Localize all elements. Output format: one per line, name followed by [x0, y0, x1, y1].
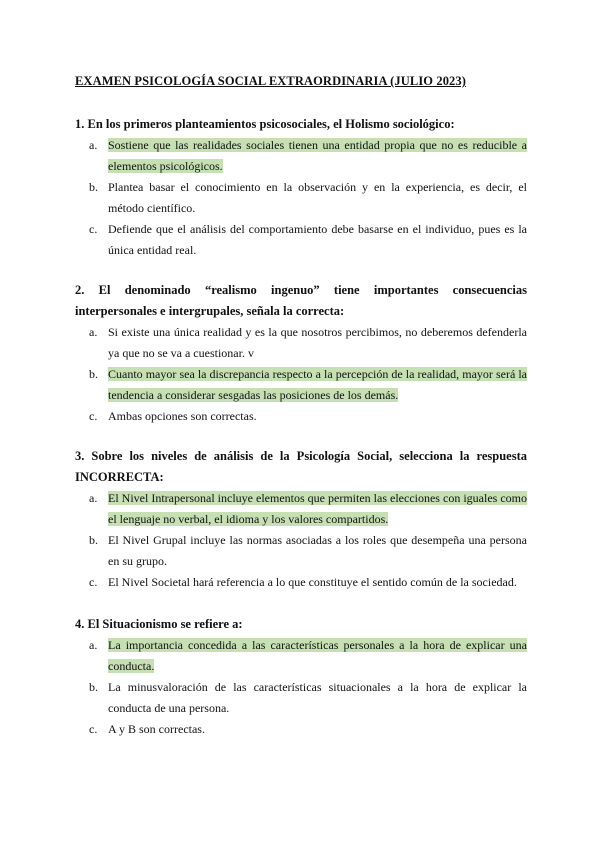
option-letter: c.	[89, 409, 98, 423]
option-letter: a.	[89, 638, 98, 652]
option-b	[75, 364, 527, 406]
exam-title: EXAMEN PSICOLOGÍA SOCIAL EXTRAORDINARIA (JULIO 2023)	[75, 74, 467, 88]
question-text: 3. Sobre los niveles de análisis de la Psicología Social, selecciona la respuesta INCORRECTA:	[75, 449, 527, 484]
option-letter: a.	[89, 491, 98, 505]
option-c	[75, 219, 527, 261]
option-text-highlighted: La importancia concedida a las características personales a la hora de explicar una conducta.	[108, 638, 527, 673]
option-text: Ambas opciones son correctas.	[108, 409, 257, 423]
option-text: El Nivel Societal hará referencia a lo que constituye el sentido común de la sociedad.	[108, 575, 517, 589]
question-text: 1. En los primeros planteamientos psicosociales, el Holismo sociológico:	[75, 117, 455, 131]
option-b	[75, 677, 527, 719]
option-letter: c.	[89, 222, 98, 236]
question-text: 2. El denominado “realismo ingenuo” tiene importantes consecuencias interpersonales e intergrupales, señala la correcta:	[75, 283, 527, 318]
option-text-highlighted: Cuanto mayor sea la discrepancia respecto a la percepción de la realidad, mayor será la tendencia a considerar sesgadas las posiciones de los demás.	[108, 367, 527, 402]
option-letter: b.	[89, 180, 98, 194]
question-text: 4. El Situacionismo se refiere a:	[75, 617, 243, 631]
option-letter: b.	[89, 367, 98, 381]
option-a	[75, 322, 527, 364]
question-4	[75, 614, 527, 740]
option-text: La minusvaloración de las características situacionales a la hora de explicar la conducta de una persona.	[108, 680, 527, 715]
option-letter: a.	[89, 325, 98, 339]
option-a	[75, 488, 527, 530]
option-c	[75, 719, 527, 740]
option-text: Plantea basar el conocimiento en la observación y en la experiencia, es decir, el método científico.	[108, 180, 527, 215]
option-letter: c.	[89, 722, 98, 736]
option-letter: a.	[89, 138, 98, 152]
option-b	[75, 530, 527, 572]
option-c	[75, 406, 527, 427]
option-text: Defiende que el análisis del comportamiento debe basarse en el individuo, pues es la única entidad real.	[108, 222, 527, 257]
option-text: Si existe una única realidad y es la que nosotros percibimos, no deberemos defenderla ya que no se va a cuestionar. v	[108, 325, 527, 360]
option-a	[75, 135, 527, 177]
option-letter: b.	[89, 680, 98, 694]
option-text: A y B son correctas.	[108, 722, 205, 736]
option-c	[75, 572, 527, 593]
option-a	[75, 635, 527, 677]
option-letter: b.	[89, 533, 98, 547]
option-text-highlighted: Sostiene que las realidades sociales tienen una entidad propia que no es reducible a elementos psicológicos.	[108, 138, 527, 173]
question-3	[75, 446, 527, 593]
question-1	[75, 114, 527, 261]
question-2	[75, 280, 527, 427]
option-text-highlighted: El Nivel Intrapersonal incluye elementos que permiten las elecciones con iguales como el lenguaje no verbal, el idioma y los valores compartidos.	[108, 491, 527, 526]
option-text: El Nivel Grupal incluye las normas asociadas a los roles que desempeña una persona en su grupo.	[108, 533, 527, 568]
option-b	[75, 177, 527, 219]
option-letter: c.	[89, 575, 98, 589]
